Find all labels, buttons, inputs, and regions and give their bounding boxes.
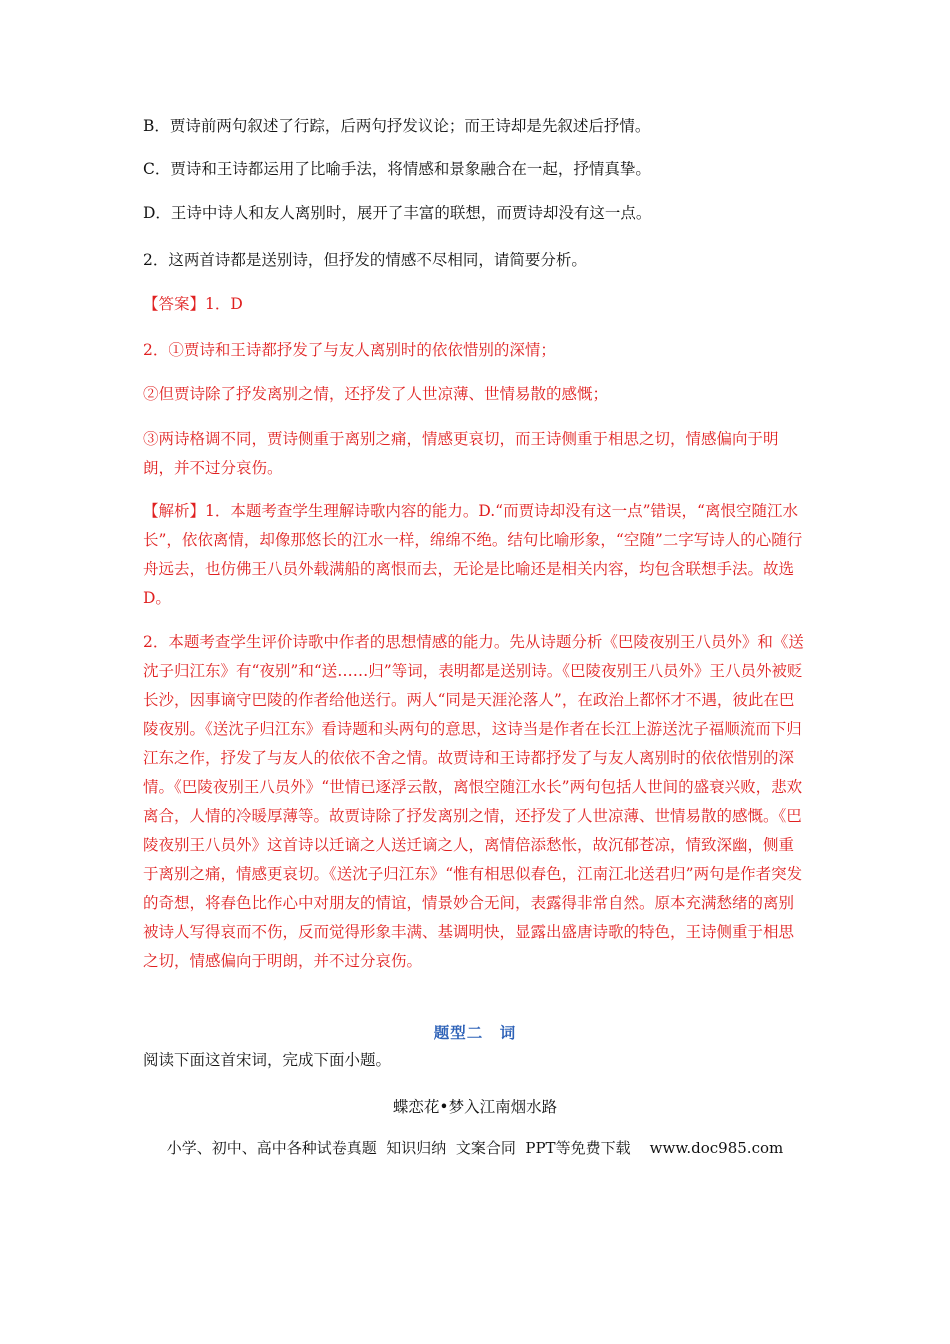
analysis-p1-text: 1．本题考查学生理解诗歌内容的能力。D.“而贾诗却没有这一点”错误，“离恨空随江水长”，依依离情，却像那悠长的江水一样，绵绵不绝。结句比喻形象，“空随”二字写诗人的心随行舟远去，也仿佛王八员外载满船的离恨而去，无论是比喻还是相关内容，均包含联想手法。故选D。 xyxy=(143,502,803,607)
analysis-paragraph-2: 2．本题考查学生评价诗歌中作者的思想情感的能力。先从诗题分析《巴陵夜别王八员外》和《送沈子归江东》有“夜别”和“送……归”等词，表明都是送别诗。《巴陵夜别王八员外》王八员外被贬长沙，因事谪守巴陵的作者给他送行。两人“同是天涯沦落人”，在政治上都怀才不遇，彼此在巴陵夜别。《送沈子归江东》看诗题和头两句的意思，这诗当是作者在长江上游送沈子福顺流而下归江东之作，抒发了与友人的依依不舍之情。故贾诗和王诗都抒发了与友人离别时的依依惜别的深情。《巴陵夜别王八员外》“世情已逐浮云散，离恨空随江水长”两句包括人世间的盛衰兴败，悲欢离合，人情的冷暖厚薄等。故贾诗除了抒发离别之情，还抒发了人世凉薄、世情易散的感慨。《巴陵夜别王八员外》这首诗以迁谪之人送迁谪之人，离情倍添愁怅，故沉郁苍凉，情致深幽，侧重于离别之痛，情感更哀切。《送沈子归江东》“惟有相思似春色，江南江北送君归”两句是作者突发的奇想，将春色比作心中对朋友的情谊，情景妙合无间，表露得非常自然。原本充满愁绪的离别被诗人写得哀而不伤，反而觉得形象丰满、基调明快，显露出盛唐诗歌的特色，王诗侧重于相思之切，情感偏向于明朗，并不过分哀伤。 xyxy=(143,633,804,970)
answer-q2-line1: 2．①贾诗和王诗都抒发了与友人离别时的依依惜别的深情； xyxy=(143,341,556,359)
instruction-text: 阅读下面这首宋词，完成下面小题。 xyxy=(143,1051,392,1069)
page-footer: 小学、初中、高中各种试卷真题 知识归纳 文案合同 PPT等免费下载 www.doc985.com xyxy=(166,1139,784,1157)
section-heading: 题型二 词 xyxy=(433,1024,517,1042)
option-c: C．贾诗和王诗都运用了比喻手法，将情感和景象融合在一起，抒情真挚。 xyxy=(143,160,651,178)
answer-q2-line3: ③两诗格调不同，贾诗侧重于离别之痛，情感更哀切，而王诗侧重于相思之切，情感偏向于明朗，并不过分哀伤。 xyxy=(143,430,779,477)
question-2: 2．这两首诗都是送别诗，但抒发的情感不尽相同，请简要分析。 xyxy=(143,251,587,269)
option-b: B．贾诗前两句叙述了行踪，后两句抒发议论；而王诗却是先叙述后抒情。 xyxy=(143,117,651,135)
option-d: D．王诗中诗人和友人离别时，展开了丰富的联想，而贾诗却没有这一点。 xyxy=(143,204,652,222)
answer-q1-text: 1．D xyxy=(205,295,243,313)
answer-tag: 【答案】 xyxy=(143,295,206,313)
answer-q2-line2: ②但贾诗除了抒发离别之情，还抒发了人世凉薄、世情易散的感慨； xyxy=(143,385,609,403)
analysis-tag: 【解析】 xyxy=(143,502,206,520)
poem-title: 蝶恋花•梦入江南烟水路 xyxy=(392,1098,558,1116)
analysis-paragraph-1 xyxy=(143,497,808,613)
answer-q1 xyxy=(143,290,808,319)
